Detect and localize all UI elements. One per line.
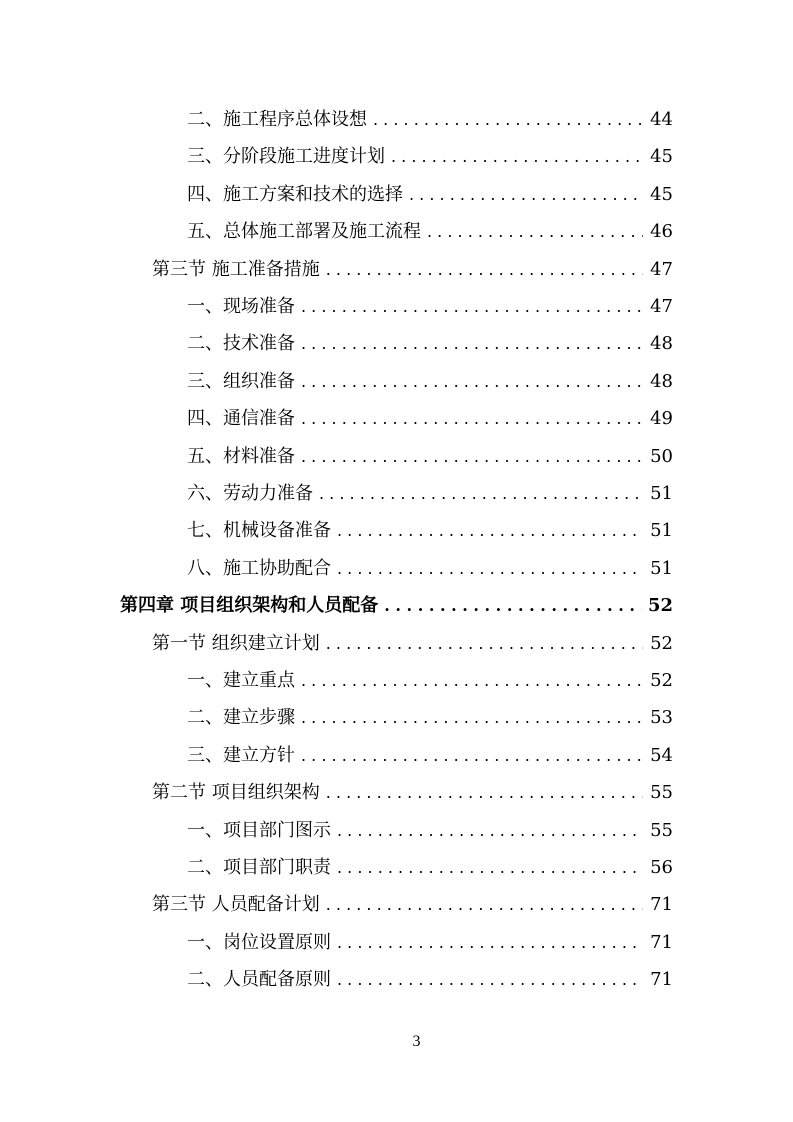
toc-entry-label: 五、材料准备 bbox=[187, 445, 295, 467]
toc-entry-label: 二、人员配备原则 bbox=[187, 969, 331, 991]
toc-entry-item[interactable] bbox=[187, 101, 673, 138]
toc-entry-item[interactable] bbox=[187, 737, 673, 774]
toc-entry-page-number: 71 bbox=[650, 931, 673, 953]
toc-entry-label: 第一节 组织建立计划 bbox=[152, 632, 320, 654]
toc-entry-item[interactable] bbox=[187, 849, 673, 886]
toc-entry-label: 第三节 人员配备计划 bbox=[152, 894, 320, 916]
toc-entry-section[interactable] bbox=[152, 625, 673, 662]
toc-entry-item[interactable] bbox=[187, 438, 673, 475]
toc-dot-leader bbox=[337, 550, 643, 587]
toc-entry-section[interactable] bbox=[152, 251, 673, 288]
toc-dot-leader bbox=[326, 625, 643, 662]
toc-entry-label: 一、建立重点 bbox=[187, 670, 295, 691]
toc-entry-label: 二、技术准备 bbox=[187, 333, 295, 355]
toc-entry-page-number: 52 bbox=[650, 632, 673, 654]
toc-dot-leader bbox=[301, 363, 643, 400]
toc-dot-leader bbox=[301, 737, 643, 774]
toc-entry-label: 七、机械设备准备 bbox=[187, 520, 331, 542]
toc-entry-page-number: 51 bbox=[650, 520, 673, 542]
toc-dot-leader bbox=[337, 812, 643, 849]
toc-entry-page-number: 71 bbox=[650, 894, 673, 916]
toc-entry-page-number: 49 bbox=[650, 408, 673, 430]
toc-entry-page-number: 56 bbox=[650, 857, 673, 878]
toc-entry-page-number: 45 bbox=[650, 183, 673, 205]
toc-dot-leader bbox=[326, 251, 643, 288]
toc-entry-page-number: 48 bbox=[650, 333, 673, 355]
toc-dot-leader bbox=[427, 213, 643, 250]
toc-entry-label: 六、劳动力准备 bbox=[187, 483, 313, 504]
toc-entry-item[interactable] bbox=[187, 176, 673, 213]
toc-entry-label: 三、分阶段施工进度计划 bbox=[187, 146, 385, 168]
toc-entry-page-number: 48 bbox=[650, 370, 673, 392]
toc-dot-leader bbox=[301, 662, 643, 699]
toc-entry-page-number: 47 bbox=[650, 258, 673, 280]
toc-entry-section[interactable] bbox=[152, 886, 673, 923]
toc-entry-item[interactable] bbox=[187, 699, 673, 736]
toc-entry-chapter[interactable] bbox=[120, 587, 673, 624]
toc-entry-label: 四、施工方案和技术的选择 bbox=[187, 183, 403, 205]
toc-entry-page-number: 52 bbox=[650, 670, 673, 691]
toc-entry-label: 一、岗位设置原则 bbox=[187, 931, 331, 953]
toc-entry-label: 二、项目部门职责 bbox=[187, 857, 331, 878]
toc-entry-label: 一、项目部门图示 bbox=[187, 819, 331, 841]
toc-dot-leader bbox=[301, 438, 643, 475]
toc-dot-leader bbox=[319, 475, 643, 512]
toc-entry-page-number: 55 bbox=[650, 819, 673, 841]
toc-entry-label: 第二节 项目组织架构 bbox=[152, 782, 320, 804]
toc-entry-page-number: 50 bbox=[650, 445, 673, 467]
toc-dot-leader bbox=[301, 325, 643, 362]
toc-dot-leader bbox=[326, 774, 643, 811]
toc-entry-item[interactable] bbox=[187, 363, 673, 400]
toc-entry-page-number: 53 bbox=[650, 707, 673, 729]
toc-entry-page-number: 47 bbox=[650, 296, 673, 317]
toc-entry-item[interactable] bbox=[187, 475, 673, 512]
toc-dot-leader bbox=[409, 176, 643, 213]
toc-entry-section[interactable] bbox=[152, 774, 673, 811]
toc-entry-label: 第三节 施工准备措施 bbox=[152, 258, 320, 280]
toc-entry-item[interactable] bbox=[187, 924, 673, 961]
page-number: 3 bbox=[412, 1033, 421, 1050]
toc-dot-leader bbox=[301, 288, 643, 325]
toc-entry-label: 三、组织准备 bbox=[187, 370, 295, 392]
toc-dot-leader bbox=[301, 400, 643, 437]
toc-entry-item[interactable] bbox=[187, 288, 673, 325]
toc-entry-item[interactable] bbox=[187, 961, 673, 998]
toc-entry-page-number: 55 bbox=[650, 782, 673, 804]
toc-entry-page-number: 51 bbox=[650, 483, 673, 504]
toc-entry-label: 四、通信准备 bbox=[187, 408, 295, 430]
toc-dot-leader bbox=[391, 138, 643, 175]
toc-dot-leader bbox=[384, 587, 642, 624]
toc-entry-label: 一、现场准备 bbox=[187, 296, 295, 317]
toc-entry-item[interactable] bbox=[187, 812, 673, 849]
toc-entry-page-number: 51 bbox=[650, 557, 673, 579]
toc-entry-label: 五、总体施工部署及施工流程 bbox=[187, 221, 421, 243]
toc-entry-label: 八、施工协助配合 bbox=[187, 557, 331, 579]
toc-entry-page-number: 71 bbox=[650, 969, 673, 991]
toc-entry-label: 二、建立步骤 bbox=[187, 707, 295, 729]
toc-dot-leader bbox=[337, 961, 643, 998]
toc-entry-item[interactable] bbox=[187, 400, 673, 437]
toc-entry-page-number: 44 bbox=[650, 109, 673, 130]
toc-entry-item[interactable] bbox=[187, 512, 673, 549]
toc-entry-page-number: 46 bbox=[650, 221, 673, 243]
toc-dot-leader bbox=[373, 101, 643, 138]
toc-dot-leader bbox=[326, 886, 643, 923]
toc-entry-label: 第四章 项目组织架构和人员配备 bbox=[120, 595, 379, 617]
toc-entry-item[interactable] bbox=[187, 213, 673, 250]
toc-entry-page-number: 52 bbox=[647, 595, 673, 617]
toc-entry-item[interactable] bbox=[187, 138, 673, 175]
toc-dot-leader bbox=[337, 512, 643, 549]
toc-dot-leader bbox=[337, 924, 643, 961]
toc-entry-page-number: 45 bbox=[650, 146, 673, 168]
toc-dot-leader bbox=[301, 699, 643, 736]
toc-dot-leader bbox=[337, 849, 643, 886]
toc-entry-page-number: 54 bbox=[650, 744, 673, 766]
toc-entry-label: 三、建立方针 bbox=[187, 744, 295, 766]
toc-entry-item[interactable] bbox=[187, 662, 673, 699]
toc-entry-label: 二、施工程序总体设想 bbox=[187, 109, 367, 130]
toc-entry-item[interactable] bbox=[187, 325, 673, 362]
toc-entry-item[interactable] bbox=[187, 550, 673, 587]
